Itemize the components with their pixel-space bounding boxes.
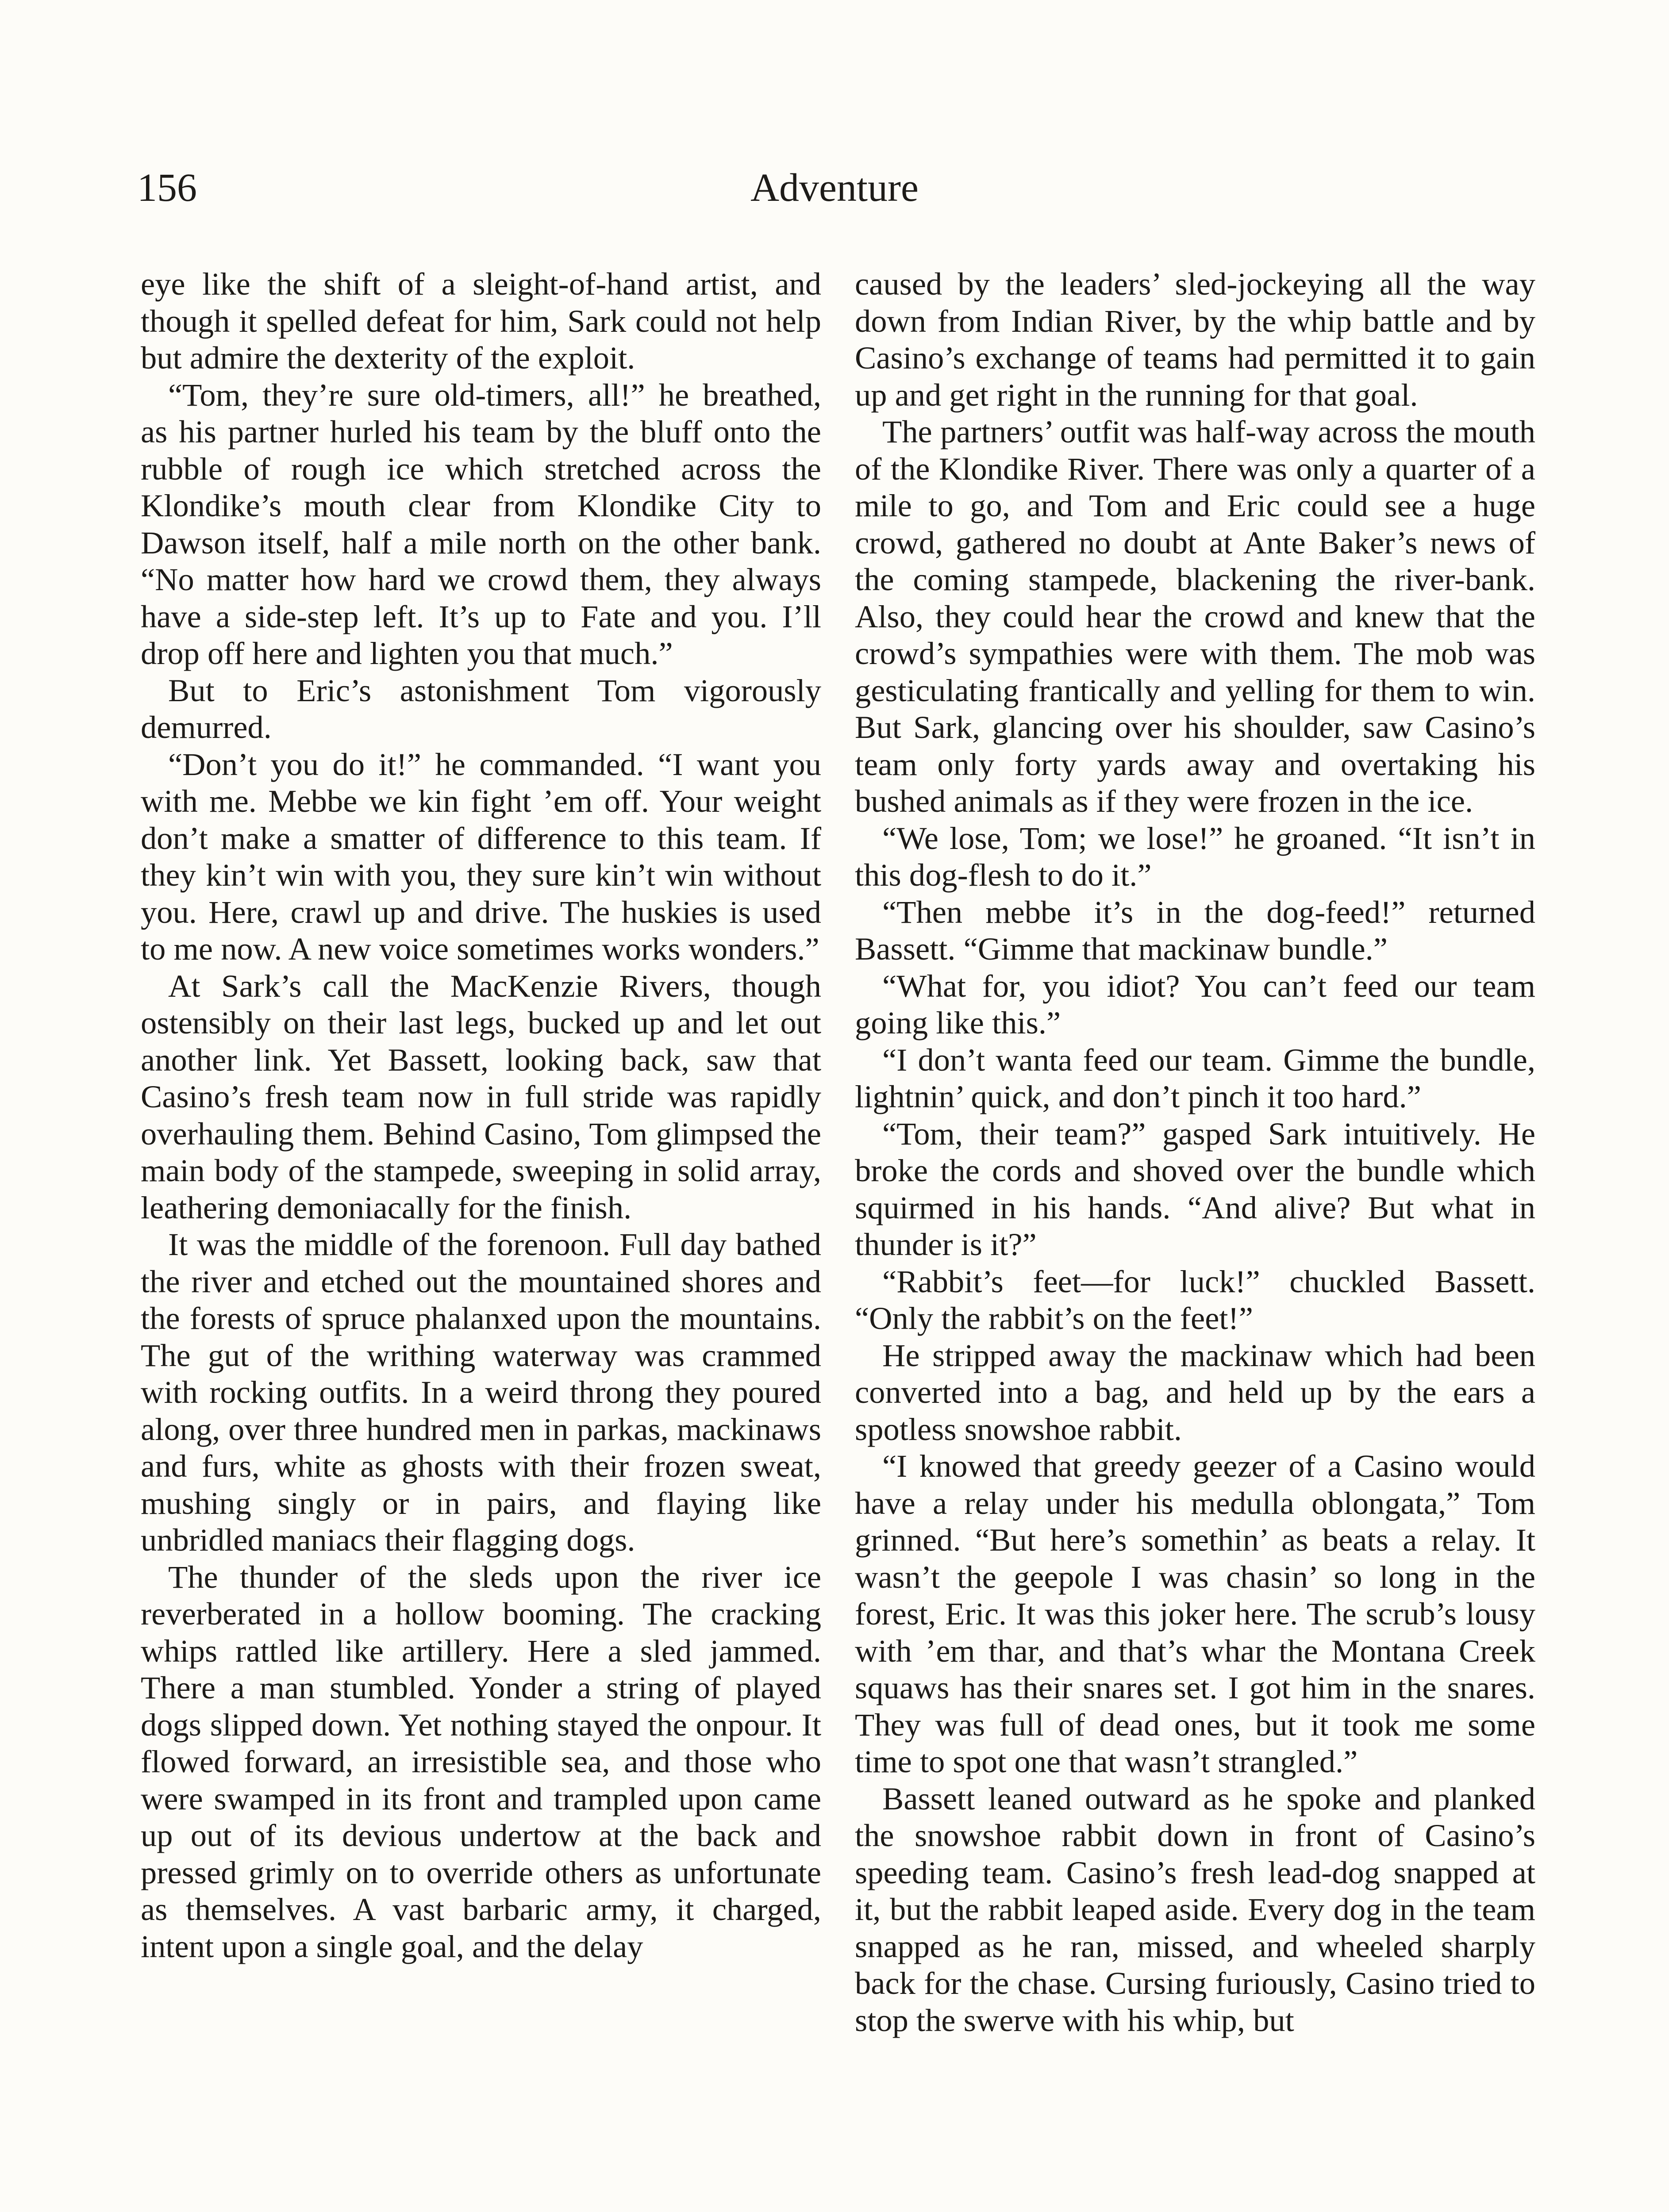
paragraph: At Sark’s call the MacKenzie Rivers, though ostensibly on their last legs, bucked up and let out another link. Yet Bassett, looking back, saw that Casino’s fresh team now in full stride was rapidly overhauling them. Behind Casino, Tom glimpsed the main body of the stampede, sweeping in solid array, leathering demoniacally for the finish. — [141, 968, 821, 1225]
paragraph: caused by the leaders’ sled-jockeying all the way down from Indian River, by the whip battle and by Casino’s exchange of teams had permitted it to gain up and get right in the running for that goal. — [855, 266, 1535, 413]
page-number: 156 — [137, 166, 197, 210]
paragraph: The partners’ outfit was half-way across the mouth of the Klondike River. There was only a quarter of a mile to go, and Tom and Eric could see a huge crowd, gathered no doubt at Ante Baker’s news of the coming stampede, blackening the river-bank. Also, they could hear the crowd and knew that the crowd’s sympathies were with them. The mob was gesticulating frantically and yelling for them to win. But Sark, glancing over his shoulder, saw Casino’s team only forty yards away and overtaking his bushed animals as if they were frozen in the ice. — [855, 414, 1535, 819]
paragraph: “I don’t wanta feed our team. Gimme the bundle, lightnin’ quick, and don’t pinch it too hard.” — [855, 1041, 1535, 1114]
paragraph: “Then mebbe it’s in the dog-feed!” returned Bassett. “Gimme that mackinaw bundle.” — [855, 894, 1535, 967]
paragraph: “What for, you idiot? You can’t feed our team going like this.” — [855, 968, 1535, 1041]
paragraph: “Don’t you do it!” he commanded. “I want you with me. Mebbe we kin fight ’em off. Your weight don’t make a smatter of difference to this team. If they kin’t win with you, they sure kin’t win without you. Here, crawl up and drive. The huskies is used to me now. A new voice sometimes works wonders.” — [141, 746, 821, 967]
paragraph: Bassett leaned outward as he spoke and planked the snowshoe rabbit down in front of Casino’s speeding team. Casino’s fresh lead-dog snapped at it, but the rabbit leaped aside. Every dog in the team snapped as he ran, missed, and wheeled sharply back for the chase. Cursing furiously, Casino tried to stop the swerve with his whip, but — [855, 1780, 1535, 2038]
paragraph: eye like the shift of a sleight-of-hand artist, and though it spelled defeat for him, Sark could not help but admire the dexterity of the exploit. — [141, 266, 821, 376]
paragraph: He stripped away the mackinaw which had been converted into a bag, and held up by the ears a spotless snowshoe rabbit. — [855, 1337, 1535, 1447]
paragraph: “I knowed that greedy geezer of a Casino would have a relay under his medulla oblongata,” Tom grinned. “But here’s somethin’ as beats a relay. It wasn’t the geepole I was chasin’ so long in the forest, Eric. It was this joker here. The scrub’s lousy with ’em thar, and that’s whar the Montana Creek squaws has their snares set. I got him in the snares. They was full of dead ones, but it took me some time to spot one that wasn’t strangled.” — [855, 1448, 1535, 1779]
right-column — [855, 265, 1535, 2039]
paragraph: “We lose, Tom; we lose!” he groaned. “It isn’t in this dog-flesh to do it.” — [855, 820, 1535, 893]
paragraph: But to Eric’s astonishment Tom vigorously demurred. — [141, 672, 821, 745]
paragraph: It was the middle of the forenoon. Full day bathed the river and etched out the mountained shores and the forests of spruce phalanxed upon the mountains. The gut of the writhing waterway was crammed with rocking outfits. In a weird throng they poured along, over three hundred men in parkas, mackinaws and furs, white as ghosts with their frozen sweat, mushing singly or in pairs, and flaying like unbridled maniacs their flagging dogs. — [141, 1226, 821, 1558]
paragraph: The thunder of the sleds upon the river ice reverberated in a hollow booming. The cracking whips rattled like artillery. Here a sled jammed. There a man stumbled. Yonder a string of played dogs slipped down. Yet nothing stayed the onpour. It flowed forward, an irresistible sea, and those who were swamped in its front and trampled upon came up out of its devious undertow at the back and pressed grimly on to override others as unfortunate as themselves. A vast barbaric army, it charged, intent upon a single goal, and the delay — [141, 1559, 821, 1964]
paragraph: “Tom, they’re sure old-timers, all!” he breathed, as his partner hurled his team by the bluff onto the rubble of rough ice which stretched across the Klondike’s mouth clear from Klondike City to Dawson itself, half a mile north on the other bank. “No matter how hard we crowd them, they always have a side-step left. It’s up to Fate and you. I’ll drop off here and lighten you that much.” — [141, 376, 821, 671]
paragraph: “Tom, their team?” gasped Sark intuitively. He broke the cords and shoved over the bundle which squirmed in his hands. “And alive? But what in thunder is it?” — [855, 1115, 1535, 1262]
paragraph: “Rabbit’s feet—for luck!” chuckled Bassett. “Only the rabbit’s on the feet!” — [855, 1263, 1535, 1336]
running-title: Adventure — [750, 166, 919, 210]
left-column — [141, 265, 821, 1965]
